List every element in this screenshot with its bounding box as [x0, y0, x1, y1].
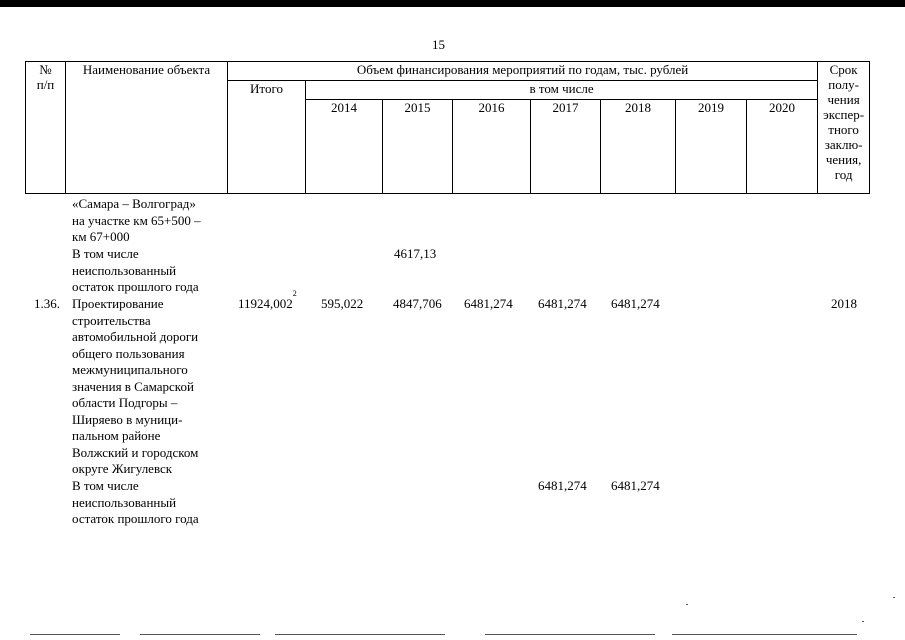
- row-term: 2018: [831, 296, 857, 311]
- scan-line: [485, 634, 655, 635]
- row-number: 1.36.: [34, 296, 60, 311]
- row-object-name: Проектирование строительства автомобильной дороги общего пользования межмуниципального значения в Самарской области Подгоры – Ширяево в муници- пальном районе Волжский и городском округе Жигулевск: [72, 296, 199, 476]
- col-header-name: Наименование объекта: [66, 62, 228, 194]
- col-header-2018: 2018: [601, 100, 676, 194]
- row-subrow-2018: 6481,274: [611, 478, 660, 493]
- col-header-including: в том числе: [306, 81, 818, 100]
- col-header-funding: Объем финансирования мероприятий по годам, тыс. рублей: [228, 62, 818, 81]
- scan-line: [275, 634, 445, 635]
- page-number: 15: [432, 37, 445, 52]
- col-header-2014: 2014: [306, 100, 383, 194]
- continued-subrow-name: В том числе неиспользованный остаток прошлого года: [72, 246, 199, 294]
- col-header-2015: 2015: [383, 100, 453, 194]
- row-2014: 595,022: [321, 296, 364, 311]
- row-total: 11924,002$^2$: [238, 289, 297, 311]
- row-2018: 6481,274: [611, 296, 660, 311]
- scan-line: [140, 634, 260, 635]
- col-header-2020: 2020: [747, 100, 818, 194]
- scan-speck: [686, 604, 688, 605]
- col-header-2017: 2017: [531, 100, 601, 194]
- scan-speck: [893, 597, 895, 598]
- col-header-2016: 2016: [453, 100, 531, 194]
- scan-line: [30, 634, 120, 635]
- scan-speck: [862, 621, 864, 622]
- row-subrow-name: В том числе неиспользованный остаток прошлого года: [72, 478, 199, 526]
- footnote-mark: 2: [292, 289, 297, 298]
- col-header-term: Срок полу- чения экспер- тного заклю- чения, год: [818, 62, 870, 194]
- row-subrow-2017: 6481,274: [538, 478, 587, 493]
- row-2017: 6481,274: [538, 296, 587, 311]
- continued-subrow-2015: 4617,13: [394, 246, 437, 261]
- col-header-total: Итого: [228, 81, 306, 194]
- scan-line: [672, 634, 857, 635]
- row-2015: 4847,706: [393, 296, 442, 311]
- continued-object-name: «Самара – Волгоград» на участке км 65+500 – км 67+000: [72, 196, 201, 244]
- row-2016: 6481,274: [464, 296, 513, 311]
- col-header-2019: 2019: [676, 100, 747, 194]
- col-header-number: № п/п: [26, 62, 66, 194]
